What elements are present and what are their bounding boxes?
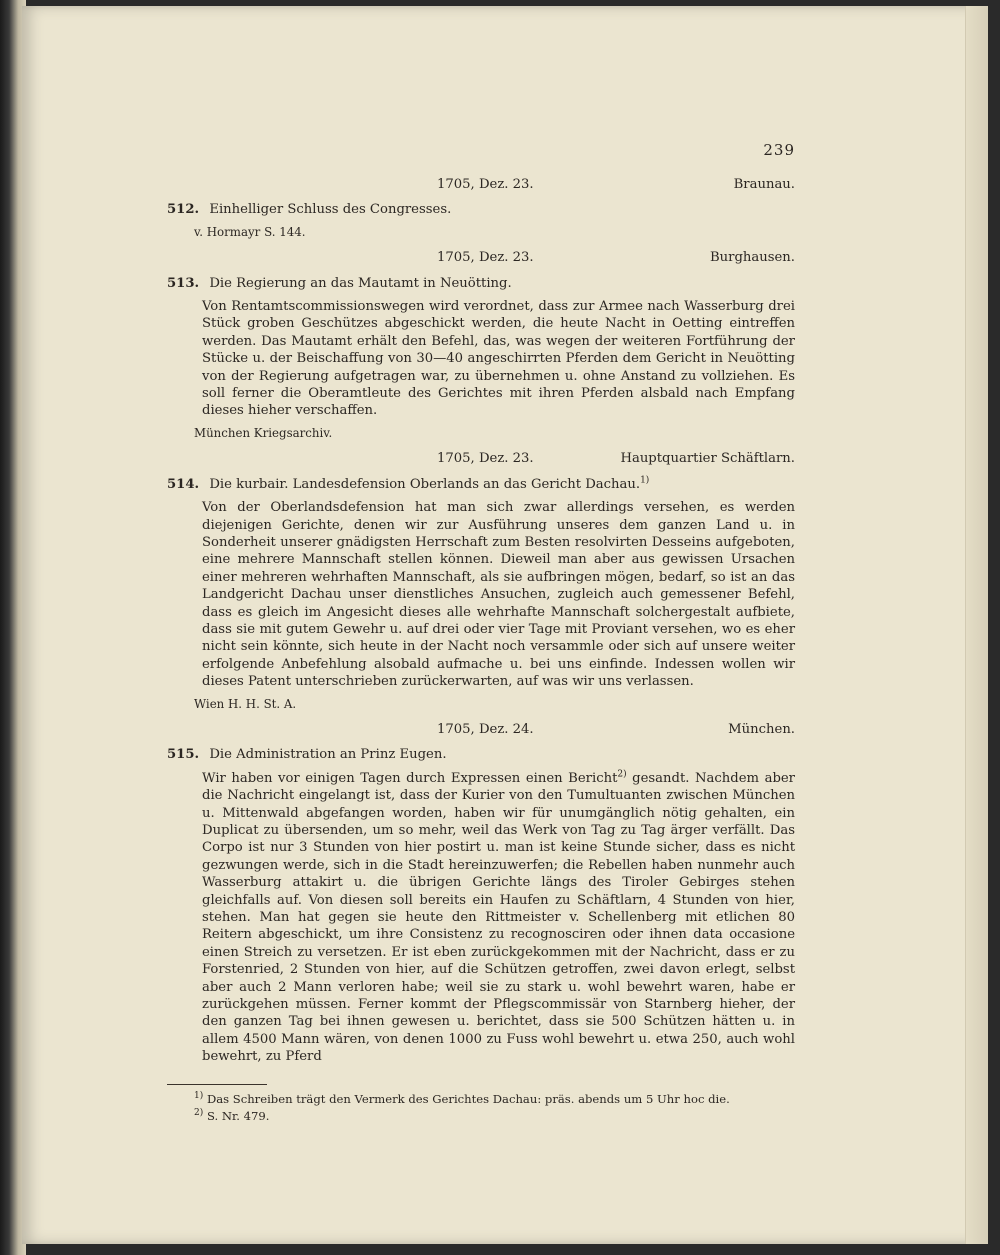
- document-place: Braunau.: [733, 177, 795, 192]
- document-body: [167, 298, 795, 420]
- footnote-mark: 2): [194, 1107, 204, 1118]
- document-number: 512.: [167, 202, 200, 218]
- document-header: [167, 176, 795, 193]
- page-edge: [965, 6, 988, 1244]
- body-paragraph: Von Rentamtscommissionswegen wird verordnet, dass zur Armee nach Wasserburg drei Stück groben Geschützes abgeschickt werden, die heute Nacht in Oetting eintreffen werden. Das Mautamt erhält den Befehl, das, was wegen der weiteren Fortführung der Stücke u. der Beischaffung von 30—40 angeschirrten Pferden dem Gericht in Neuötting von der Regierung aufgetragen war, zu übernehmen u. ohne Anstand zu vollziehen. Es soll ferner die Oberamtleute des Gerichtes mit ihren Pferden alsbald nach Empfang dieses hieher verschaffen.: [202, 299, 795, 419]
- footnote-divider: [167, 1084, 267, 1085]
- document-date: 1705, Dez. 23.: [437, 250, 534, 266]
- document-number: 515.: [167, 747, 200, 763]
- document-body: [167, 499, 795, 690]
- footnote-mark: 1): [194, 1090, 204, 1101]
- document-body: [167, 770, 795, 1066]
- footnotes: [167, 1091, 795, 1125]
- document-title: [167, 476, 795, 493]
- document-header: [167, 249, 795, 266]
- document-515: [167, 721, 795, 1066]
- footnote-text: Das Schreiben trägt den Vermerk des Gerichtes Dachau: präs. abends um 5 Uhr hoc die.: [206, 1091, 730, 1106]
- body-text-part: Wir haben vor einigen Tagen durch Expressen einen Bericht: [202, 770, 618, 786]
- body-text-part: gesandt. Nachdem aber die Nachricht eingelangt ist, dass der Kurier von den Tumultuanten zwischen München u. Mittenwald abgefangen worden, haben wir für unumgänglich nötig gehalten, ein Duplicat zu übersenden, um so mehr, weil das Werk von Tag zu Tag ärger verfällt. Das Corpo ist nur 3 Stunden von hier postirt u. man ist keine Stunde sicher, dass es nicht gezwungen werde, sich in die Stadt hereinzuwerfen; die Rebellen haben nunmehr auch Wasserburg attakirt u. die übrigen Gerichte längs des Tiroler Gebirges stehen gleichfalls auf. Von diesen soll bereits ein Haufen zu Schäftlarn, 4 Stunden von hier, stehen. Man hat gegen sie heute den Rittmeister v. Schellenberg mit etlichen 80 Reitern abgeschickt, um ihre Consistenz zu recognosciren oder ihnen data occasione einen Streich zu versetzen. Er ist eben zurückgekommen mit der Nachricht, dass er zu Forstenried, 2 Stunden von hier, auf die Schützen getroffen, zwei davon erlegt, selbst aber auch 2 Mann verloren habe; weil sie zu stark u. wohl bewehrt waren, habe er zurückgehen müssen. Ferner kommt der Pflegscommissär von Starnberg hieher, der den ganzen Tag bei ihnen gewesen u. berichtet, dass sie 500 Schützen hätten u. in allem 4500 Mann wären, von denen 1000 zu Fuss wohl bewehrt u. etwa 250, auch wohl bewehrt, zu Pferd: [202, 770, 795, 1065]
- document-source: Wien H. H. St. A.: [194, 696, 297, 711]
- footnote: [194, 1091, 795, 1108]
- footnote-ref: 1): [640, 475, 650, 486]
- document-date: 1705, Dez. 24.: [437, 721, 534, 737]
- document-date: 1705, Dez. 23.: [437, 177, 534, 192]
- document-source: München Kriegsarchiv.: [194, 425, 333, 440]
- document-header: [167, 721, 795, 738]
- document-title-text: Einhelliger Schluss des Congresses.: [209, 202, 452, 218]
- document-title: [167, 275, 795, 292]
- document-title-text: Die Administration an Prinz Eugen.: [209, 747, 447, 763]
- document-512: [167, 134, 795, 241]
- page-number: 239: [763, 141, 795, 159]
- document-source: v. Hormayr S. 144.: [194, 224, 306, 239]
- document-place: Hauptquartier Schäftlarn.: [620, 451, 795, 467]
- document-title: [167, 746, 795, 763]
- document-number: 514.: [167, 476, 200, 492]
- footnote-text: S. Nr. 479.: [206, 1108, 270, 1123]
- document-place: Burghausen.: [709, 250, 795, 266]
- book-page: [22, 6, 988, 1244]
- body-paragraph: [167, 770, 795, 1066]
- document-514: [167, 450, 795, 713]
- document-number: 513.: [167, 275, 200, 291]
- footnote-ref: 2): [617, 769, 627, 780]
- document-date: 1705, Dez. 23.: [437, 451, 534, 467]
- document-title: [167, 201, 795, 218]
- document-title-text: Die Regierung an das Mautamt in Neuötting.: [209, 275, 512, 291]
- document-513: [167, 249, 795, 442]
- document-header: [167, 450, 795, 467]
- page-content: [167, 134, 795, 1125]
- document-place: München.: [728, 721, 795, 737]
- body-paragraph: Von der Oberlandsdefension hat man sich zwar allerdings versehen, es werden diejenigen Gerichte, denen wir zur Ausführung unseres dem ganzen Land u. in Sonderheit unserer gnädigsten Herrschaft zum Besten resolvirten Desseins aufgeboten, eine mehrere Mannschaft stellen können. Dieweil man aber aus gewissen Ursachen einer mehreren wehrhaften Mannschaft, als sie aufbringen mögen, bedarf, so ist an das Landgericht Dachau unser dienstliches Ansuchen, zugleich auch gemessener Befehl, dass es gleich im Angesicht dieses alle wehrhafte Mannschaft solchergestalt aufbiete, dass sie mit gutem Gewehr u. auf drei oder vier Tage mit Proviant versehen, wo es eher nicht sein könnte, sich heute in der Nacht noch versammle oder sich auf unsere weiter erfolgende Anbefehlung alsobald aufmache u. bei uns einfinde. Indessen wollen wir dieses Patent unterschrieben zurückerwarten, auf was wir uns verlassen.: [202, 500, 795, 690]
- footnote: [194, 1108, 795, 1125]
- document-title-text: Die kurbair. Landesdefension Oberlands an das Gericht Dachau.: [209, 476, 641, 492]
